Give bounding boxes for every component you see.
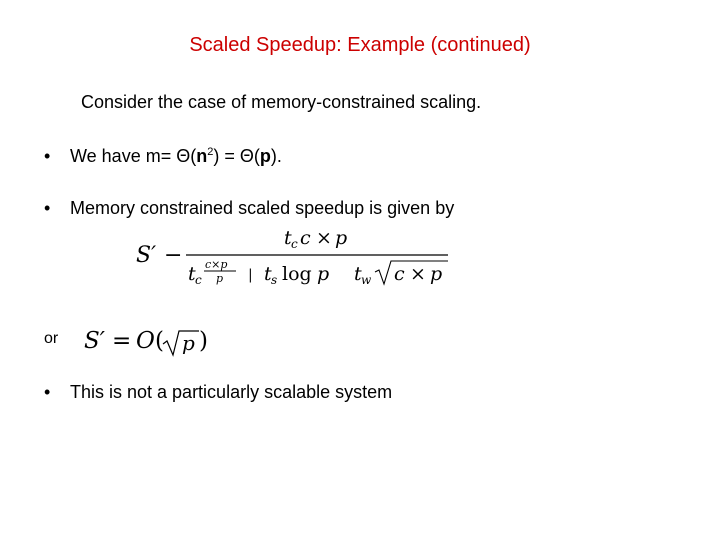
bullet-text-mid: ) = Θ(: [213, 146, 260, 166]
svg-text:s: s: [271, 273, 278, 287]
or-label: or: [44, 330, 59, 347]
bullet-text-pre: We have m= Θ(: [70, 146, 197, 166]
svg-text:): ): [199, 328, 208, 354]
bullet-bold-p: p: [259, 146, 271, 166]
slide-title: Scaled Speedup: Example (continued): [189, 34, 531, 56]
slide-subtitle: Consider the case of memory-constrained scaling.: [81, 92, 482, 112]
bullet-speedup-given: [44, 198, 454, 219]
bullet-bold-n: n: [196, 146, 208, 166]
svg-text:=: =: [112, 328, 132, 354]
bullet-marker: •: [44, 146, 51, 166]
svg-text:|: |: [248, 267, 253, 283]
svg-text:p: p: [317, 263, 330, 285]
bullet-marker: •: [44, 198, 51, 218]
svg-text:p: p: [182, 331, 195, 355]
speedup-equation: [134, 226, 464, 292]
svg-text:t: t: [188, 263, 196, 285]
bullet-text: Memory constrained scaled speedup is given by: [70, 198, 455, 218]
svg-text:t: t: [264, 263, 272, 285]
svg-text:c: c: [291, 237, 298, 251]
svg-text:c: c: [394, 263, 405, 285]
svg-text:O: O: [136, 328, 155, 354]
svg-text:p: p: [430, 263, 443, 285]
svg-text:log: log: [282, 263, 312, 285]
svg-text:t: t: [354, 263, 362, 285]
svg-text:(: (: [155, 328, 164, 354]
svg-text:−: −: [164, 243, 183, 268]
svg-text:S′: S′: [84, 328, 105, 354]
svg-text:c×p: c×p: [205, 258, 228, 271]
bullet-superscript: 2: [207, 146, 214, 158]
svg-text:×: ×: [316, 227, 332, 249]
svg-text:w: w: [361, 273, 372, 287]
svg-text:t: t: [284, 227, 292, 249]
bullet-text: This is not a particularly scalable system: [70, 382, 393, 402]
svg-text:S′: S′: [136, 243, 157, 268]
svg-text:p: p: [216, 272, 224, 285]
bullet-not-scalable: [44, 382, 392, 403]
svg-text:×: ×: [410, 263, 426, 285]
bullet-memory-order: [44, 146, 282, 167]
speedup-order-equation: [82, 322, 217, 362]
bullet-marker: •: [44, 382, 51, 402]
svg-text:c: c: [300, 227, 311, 249]
bullet-text-post: ).: [270, 146, 282, 166]
svg-text:p: p: [335, 227, 348, 249]
svg-text:c: c: [195, 273, 202, 287]
